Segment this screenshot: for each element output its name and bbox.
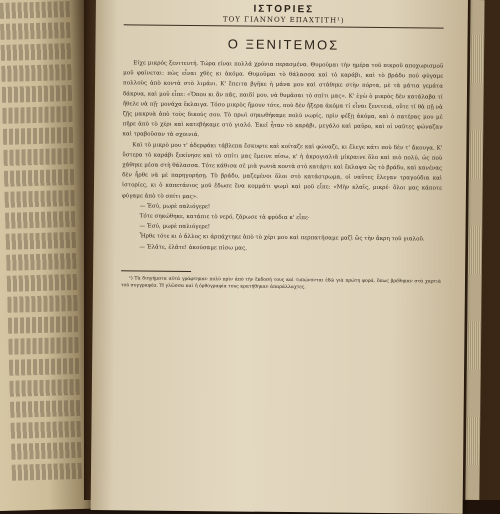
story-title: Ο ΞΕΝΙΤΕΜΟΣ: [227, 36, 340, 53]
page-header: [124, 2, 444, 28]
subtitle: ΤΟΥ ΓΙΑΝΝΟΥ ΕΠΑΧΤΙΤΗ¹): [222, 15, 345, 25]
paragraph: Καὶ τὸ μικρὸ μου τ' ἀδερφάκι τάβλεπα ἔσκυφτε καὶ κοίταζε καὶ φώναζε, κι ἔλεγε κάτι ποὺ δὲν τ' ἄκουγα. Κ' ὕστερα τὸ καράβι ξεκίνησε καὶ τὸ σπίτι μας ἔμεινε πίσω, κ' ἡ ἀκρογιαλιὰ μίκραινε ὅλο καὶ πιὸ πολύ, ὡς ποὺ χάθηκε μέσα στὴ θάλασσα. Τότε κάθισα σὲ μιὰ γωνιὰ κοντὰ στὸ κατάρτι καὶ ἔκλαψα ὣς τὸ βράδυ, καὶ κανένας δὲν ἦρθε νὰ μὲ παρηγορήσῃ. Τὸ βράδυ, μαζεμένοι ὅλοι στὸ κατάστρωμα, οἱ ναῦτες ἔλεγαν τραγούδια καὶ ἱστορίες, κι ὁ καπετάνιος μοῦ ἔδωσε ἕνα κομμάτι ψωμὶ καὶ μοῦ εἶπε: «Μὴν κλαῖς, μικρέ· ὅλοι μας κάποτε φύγαμε ἀπὸ τὸ σπίτι μας».: [121, 142, 443, 200]
dialogue-line: Ἦρθε τότε κι ὁ ἄλλος κι ἀρπάχτηκε ἀπὸ τὸ χέρι μου καὶ περπατήσαμε μαζὶ ὣς τὴν ἄκρη τοῦ γιαλοῦ.: [139, 233, 425, 243]
dialogue-line: — Ἐλᾶτε, ἐλᾶτε! ἀκούσαμε πίσω μας.: [139, 244, 248, 252]
paragraph: Είχε μικρός ξενιτευτή. Τώρα είναι πολλά χρόνια περασμένα. Θυμούμαι τήν ημέρα τοῦ πικροῦ αποχωρισμοῦ μοῦ φαίνεται: πὼς εἶναι χθὲς κι ἀκόμα. Θυμοῦμαι τὸ θάλασσα καὶ τὸ καράβι, καὶ τὸ βράδυ πού φύγαμε πολλοὺς ἀπὸ κοντὰ στὸ λιμάνι. Κ' ἔπειτα βγῆκε ἡ μάνα μου καὶ στάθηκε στὴν πόρτα, μὲ τὰ μάτια γεμάτα δάκρυα, καὶ μοῦ εἶπε: «Ὅπου κι ἂν πᾶς, παιδί μου, νὰ θυμᾶσαι τὸ σπίτι μας». Κ' ἐγὼ ὁ μικρὸς δὲν κατάλαβα τί ἤθελε νὰ πῇ· μονάχα ἔκλαιγα. Τόσο μικρὸς ἤμουν τότε, ποὺ δὲν ἤξερα ἀκόμα τί εἶναι ξενιτειά, οὔτε τί θὰ πῇ νὰ ζῇς μακρυὰ ἀπὸ τοὺς δικούς σου. Τὸ πρωὶ σηκωθήκαμε πολὺ νωρίς, πρὶν φέξῃ ἀκόμα, καὶ ὁ πατέρας μου μὲ πῆρε ἀπὸ τὸ χέρι καὶ κατεβήκαμε στὸ γιαλό. Ἐκεῖ ἦταν τὸ καράβι, μεγάλο καὶ μαῦρο, καὶ οἱ ναῦτες φώναζαν καὶ τραβοῦσαν τὰ σχοινιά.: [122, 60, 444, 139]
section-title: ΙΣΤΟΡΙΕΣ: [253, 3, 315, 16]
footnote-text: ¹) Τὰ διηγήματα αὐτὰ γράφτηκαν πολὺ πρὶν ἀπὸ τὴν ἔκδοσή τους καὶ τυπώνονται ἐδῶ γιὰ πρώτη φορά, ὅπως βρέθηκαν στὰ χαρτιὰ τοῦ συγγραφέα. Ἡ γλῶσσα καὶ ἡ ὀρθογραφία τους κρατήθηκαν ἀπαράλλαχτες.: [120, 276, 442, 291]
dialogue: [121, 201, 442, 255]
dialogue-line: — Ἐσύ, μωρὲ παλιόγερε!: [139, 203, 211, 211]
dialogue-line: — Ἐσύ, μωρὲ παλιόγερε!: [139, 223, 211, 231]
dialogue-line: Τότε σηκώθηκε, κατάπιε τὸ νερό, ζάρωσε τὰ φρύδια κ' εἶπε·: [139, 213, 310, 222]
story-body: [122, 58, 443, 204]
left-page-text-lines: [0, 1, 82, 486]
page-content: [121, 2, 444, 293]
footnote-rule: [121, 270, 191, 272]
footnote: [121, 275, 441, 293]
book-page: [91, 0, 468, 514]
